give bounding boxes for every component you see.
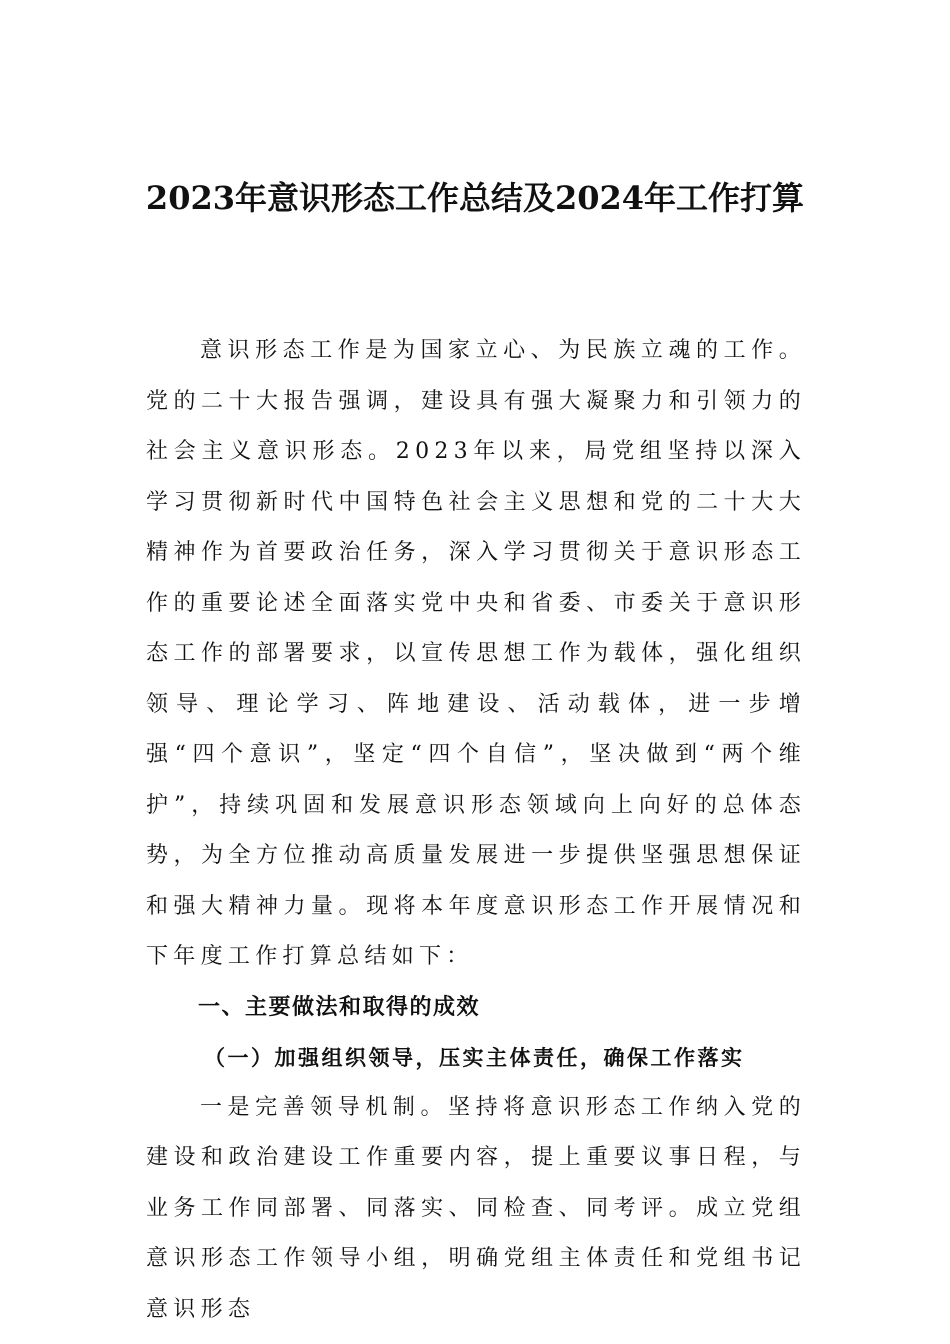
document-title: 2023年意识形态工作总结及2024年工作打算 — [145, 179, 805, 217]
section-heading: 一、主要做法和取得的成效 — [198, 994, 481, 1020]
body-paragraph: 一是完善领导机制。坚持将意识形态工作纳入党的建设和政治建设工作重要内容，提上重要议事日程，与业务工作同部署、同落实、同检查、同考评。成立党组意识形态工作领导小组，明确党组主体责任和党组书记意识形态 — [146, 1094, 806, 1322]
document-body — [146, 326, 806, 1335]
intro-paragraph: 意识形态工作是为国家立心、为民族立魂的工作。党的二十大报告强调，建设具有强大凝聚力和引领力的社会主义意识形态。2023年以来，局党组坚持以深入学习贯彻新时代中国特色社会主义思想和党的二十大大精神作为首要政治任务，深入学习贯彻关于意识形态工作的重要论述全面落实党中央和省委、市委关于意识形态工作的部署要求，以宣传思想工作为载体，强化组织领导、理论学习、阵地建设、活动载体，进一步增强“四个意识”，坚定“四个自信”，坚决做到“两个维护”，持续巩固和发展意识形态领域向上向好的总体态势，为全方位推动高质量发展进一步提供坚强思想保证和强大精神力量。现将本年度意识形态工作开展情况和下年度工作打算总结如下： — [146, 338, 806, 969]
subsection-heading: （一）加强组织领导，压实主体责任，确保工作落实 — [204, 1044, 745, 1070]
